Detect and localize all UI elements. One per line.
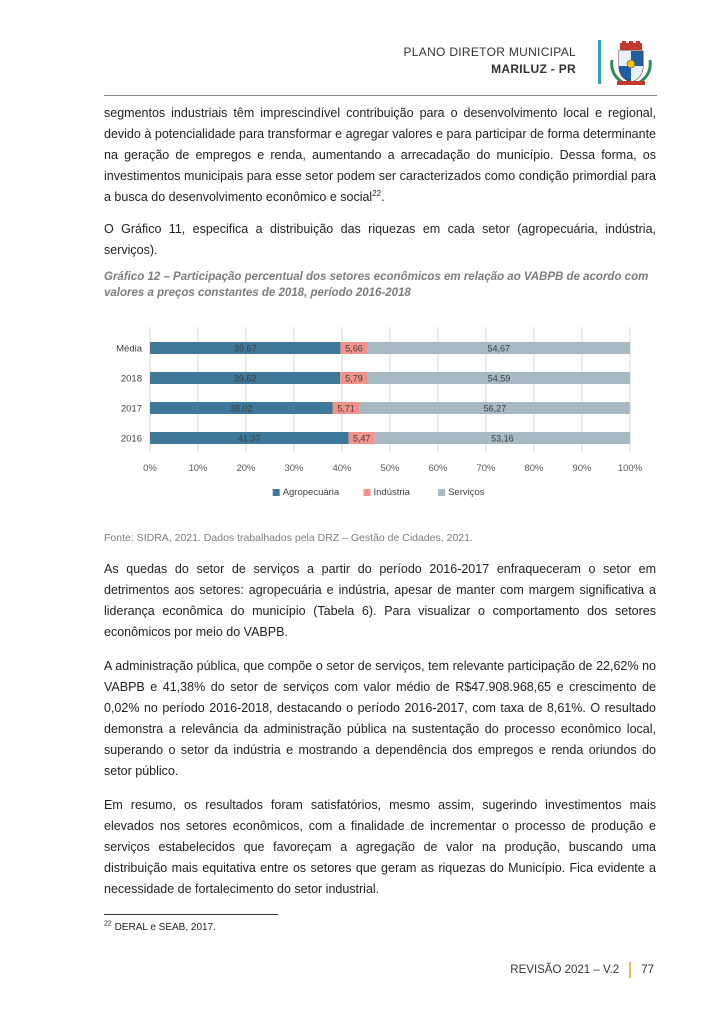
legend-swatch bbox=[273, 489, 280, 496]
data-label: 56,27 bbox=[483, 403, 507, 414]
data-label: 54,67 bbox=[487, 343, 511, 354]
page-footer bbox=[510, 962, 654, 978]
category-label: 2016 bbox=[120, 433, 142, 445]
data-label: 5,66 bbox=[345, 343, 363, 354]
x-tick-label: 50% bbox=[380, 463, 400, 474]
figure-source: Fonte: SIDRA, 2021. Dados trabalhados pela DRZ – Gestão de Cidades, 2021. bbox=[104, 532, 473, 544]
x-tick-label: 40% bbox=[332, 463, 352, 474]
page-content bbox=[104, 103, 656, 900]
footnote bbox=[104, 922, 216, 933]
x-tick-label: 20% bbox=[236, 463, 256, 474]
revision-label: REVISÃO 2021 – V.2 bbox=[510, 964, 620, 976]
document-header bbox=[404, 44, 577, 78]
paragraph-services-decline: As quedas do setor de serviços a partir do período 2016-2017 enfraqueceram o setor em detrimentos aos setores: agropecuária e indústria, apesar de manter com margem significativa a liderança econômica do município (Tabela 6). Para visualizar o comportamento dos setores econômicos por meio do VABPB. bbox=[104, 562, 656, 639]
footnote-number: 22 bbox=[104, 920, 112, 928]
paragraph-industrial-segments bbox=[104, 103, 656, 208]
data-label: 41,37 bbox=[238, 433, 261, 444]
x-tick-label: 80% bbox=[524, 463, 544, 474]
paragraph-end: . bbox=[381, 190, 385, 204]
x-tick-label: 100% bbox=[617, 463, 643, 474]
category-label: Média bbox=[116, 343, 142, 355]
footnote-text: DERAL e SEAB, 2017. bbox=[111, 922, 216, 933]
data-label: 5,79 bbox=[345, 373, 363, 384]
footer-separator bbox=[629, 962, 631, 978]
category-label: 2018 bbox=[120, 373, 142, 385]
x-tick-label: 10% bbox=[188, 463, 208, 474]
x-tick-label: 0% bbox=[143, 463, 157, 474]
data-label: 38,02 bbox=[229, 403, 253, 414]
paragraph-chart-intro: O Gráfico 11, especifica a distribuição das riquezas em cada setor (agropecuária, indústria, serviços). bbox=[104, 222, 656, 257]
legend-label: Serviços bbox=[448, 487, 485, 498]
x-tick-label: 60% bbox=[428, 463, 448, 474]
data-label: 5,47 bbox=[352, 433, 371, 444]
footnote-reference: 22 bbox=[372, 188, 382, 198]
legend-swatch bbox=[364, 489, 371, 496]
category-label: 2017 bbox=[120, 403, 142, 415]
figure-caption: Gráfico 12 – Participação percentual dos setores econômicos em relação ao VABPB de acordo com valores a preços constantes de 2018, período 2016-2018 bbox=[104, 271, 649, 299]
footnote-divider bbox=[104, 914, 278, 915]
header-divider bbox=[104, 95, 657, 96]
paragraph-public-administration: A administração pública, que compõe o setor de serviços, tem relevante participação de 22,62% no VABPB e 41,38% do setor de serviços com valor médio de R$47.908.968,65 e crescimento de 0,02% no período 2016-2018, destacando o período 2016-2017, com taxa de 8,61%. O resultado demonstra a relevância da administração pública na sustentação do processo econômico local, superando o setor da indústria e mostrando a dependência dos empregos e renda oriundos do setor público. bbox=[104, 659, 656, 778]
data-label: 53,16 bbox=[491, 433, 514, 444]
legend-label: Indústria bbox=[373, 487, 410, 498]
page-number: 77 bbox=[641, 964, 654, 976]
data-label: 54,59 bbox=[487, 373, 511, 384]
header-plan-title: PLANO DIRETOR MUNICIPAL bbox=[403, 45, 576, 59]
municipal-crest-icon bbox=[608, 40, 654, 86]
header-municipality: MARILUZ - PR bbox=[491, 62, 576, 76]
data-label: 39,62 bbox=[233, 373, 257, 384]
sector-share-chart bbox=[104, 307, 656, 523]
data-label: 5,71 bbox=[337, 403, 355, 414]
x-tick-label: 70% bbox=[476, 463, 496, 474]
data-label: 39,67 bbox=[233, 343, 257, 354]
x-tick-label: 90% bbox=[572, 463, 592, 474]
header-accent-bar bbox=[598, 40, 601, 84]
paragraph-text: segmentos industriais têm imprescindível contribuição para o desenvolvimento local e regional, devido à potencialidade para transformar e agregar valores e para participar de forma determinante na geração de empregos e renda, aumentando a arrecadação do município. Dessa forma, os investimentos municipais para esse setor podem ser caracterizados como condição primordial para a busca do desenvolvimento econômico e social bbox=[104, 106, 656, 204]
legend-label: Agropecuária bbox=[282, 487, 340, 498]
x-tick-label: 30% bbox=[284, 463, 304, 474]
legend-swatch bbox=[438, 489, 445, 496]
paragraph-summary: Em resumo, os resultados foram satisfatórios, mesmo assim, sugerindo investimentos mais elevados nos setores econômicos, com a finalidade de incrementar o processo de produção e serviços estabelecidos que favoreçam a agregação de valor na produção, buscando uma distribuição mais equitativa entre os setores que geram as riquezas do Município. Fica evidente a necessidade de fortalecimento do setor industrial. bbox=[104, 798, 656, 896]
